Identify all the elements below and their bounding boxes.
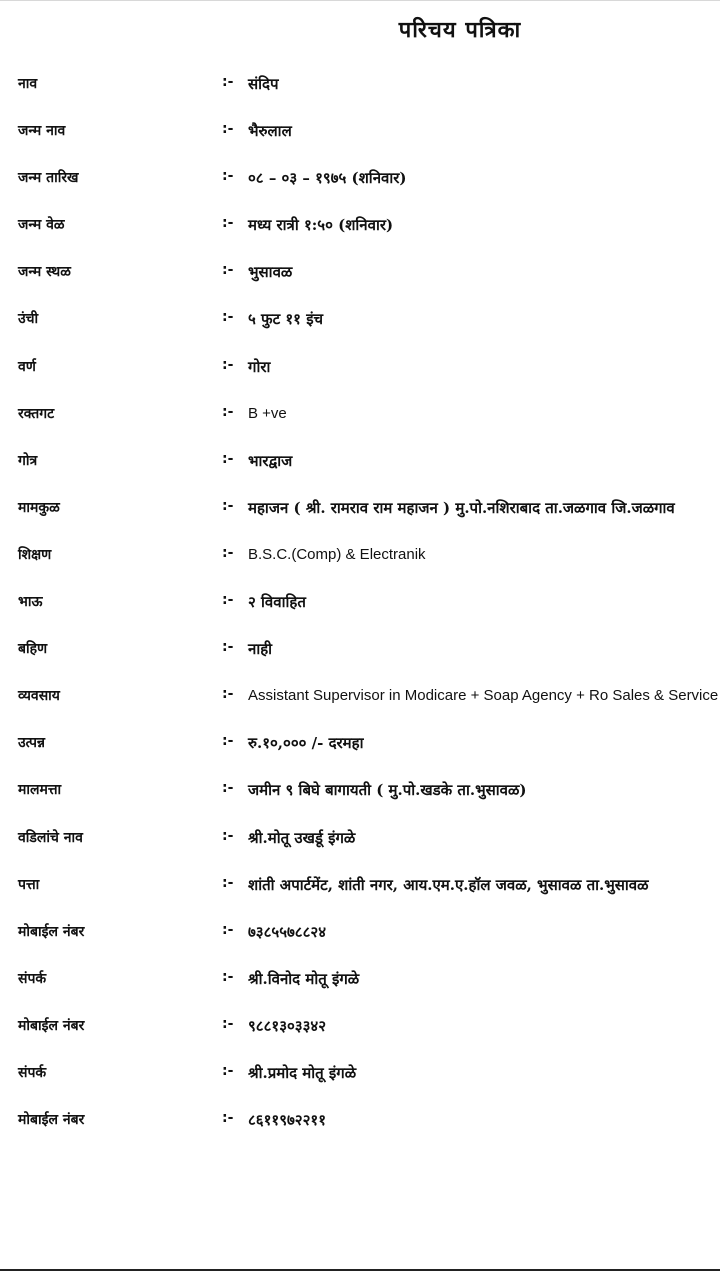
field-row-blood-group: [0, 392, 720, 439]
field-value: महाजन ( श्री. रामराव राम महाजन ) मु.पो.नशिराबाद ता.जळगाव जि.जळगाव: [248, 498, 675, 517]
field-row-maternal-family: [0, 486, 720, 533]
field-separator: :-: [222, 686, 234, 703]
field-label: उंची: [18, 311, 39, 328]
field-value: मध्य रात्री १:५० (शनिवार): [248, 216, 394, 235]
field-label: मामकुळ: [18, 499, 60, 516]
field-value: भुसावळ: [248, 263, 293, 282]
field-row-brothers: [0, 580, 720, 627]
field-value: नाही: [248, 640, 273, 659]
field-separator: :-: [222, 874, 234, 891]
field-label: जन्म स्थळ: [18, 264, 71, 281]
document-title: परिचय पत्रिका: [398, 17, 522, 43]
field-separator: :-: [222, 1062, 234, 1079]
field-value: ७३८५५७८८२४: [248, 922, 327, 941]
field-row-complexion: [0, 345, 720, 392]
field-value: गोरा: [248, 357, 271, 376]
field-row-birth-time: [0, 203, 720, 250]
field-separator: :-: [222, 403, 234, 420]
field-row-name: [0, 62, 720, 109]
field-separator: :-: [222, 450, 234, 467]
top-divider: [0, 0, 720, 1]
field-separator: :-: [222, 497, 234, 514]
field-value: शांती अपार्टमेंट, शांती नगर, आय.एम.ए.हॉल जवळ, भुसावळ ता.भुसावळ: [248, 875, 649, 894]
field-value: भैरुलाल: [248, 122, 292, 141]
field-row-father-name: [0, 816, 720, 863]
field-label: गोत्र: [18, 452, 38, 469]
field-label: जन्म वेळ: [18, 217, 65, 234]
field-separator: :-: [222, 827, 234, 844]
field-value: जमीन ९ बिघे बागायती ( मु.पो.खडके ता.भुसावळ): [248, 781, 527, 800]
field-label: बहिण: [18, 641, 48, 658]
field-separator: :-: [222, 544, 234, 561]
field-value: B.S.C.(Comp) & Electranik: [248, 545, 426, 563]
field-separator: :-: [222, 592, 234, 609]
field-separator: :-: [222, 356, 234, 373]
field-separator: :-: [222, 639, 234, 656]
field-row-address: [0, 863, 720, 910]
field-value: संदिप: [248, 75, 279, 93]
field-label: संपर्क: [18, 970, 47, 987]
field-label: मोबाईल नंबर: [18, 1112, 85, 1129]
field-row-mobile-3: [0, 1098, 720, 1145]
field-row-mobile-2: [0, 1004, 720, 1051]
field-value: श्री.मोतू उखर्डू इंगळे: [248, 828, 356, 847]
field-label: नाव: [18, 76, 38, 92]
field-label: भाऊ: [18, 594, 43, 611]
field-separator: :-: [222, 74, 234, 90]
field-label: उत्पन्न: [18, 735, 45, 752]
field-row-birth-place: [0, 250, 720, 297]
field-separator: :-: [222, 780, 234, 797]
field-value: श्री.प्रमोद मोतू इंगळे: [248, 1063, 357, 1082]
field-row-birth-date: [0, 156, 720, 203]
field-row-sisters: [0, 627, 720, 674]
field-row-gotra: [0, 439, 720, 486]
field-label: मालमत्ता: [18, 782, 62, 799]
field-separator: :-: [222, 1110, 234, 1127]
field-value: ८६११९७२२११: [248, 1111, 327, 1130]
bottom-divider: [0, 1269, 720, 1271]
field-separator: :-: [222, 733, 234, 750]
field-value: ०८ – ०३ – १९७५ (शनिवार): [248, 169, 407, 188]
field-row-contact-1: [0, 957, 720, 1004]
field-label: मोबाईल नंबर: [18, 1017, 85, 1034]
field-row-mobile-1: [0, 910, 720, 957]
field-separator: :-: [222, 215, 234, 232]
field-value: रु.१०,००० /- दरमहा: [248, 734, 364, 753]
field-value: भारद्वाज: [248, 451, 293, 470]
field-value: B +ve: [248, 404, 287, 422]
field-row-birth-name: [0, 109, 720, 156]
field-separator: :-: [222, 968, 234, 985]
field-label: जन्म नाव: [18, 123, 66, 140]
biodata-fields: [0, 62, 720, 1172]
field-row-income: [0, 721, 720, 768]
field-value: ९८८१३०३३४२: [248, 1016, 327, 1035]
field-label: रक्तगट: [18, 405, 55, 422]
field-separator: :-: [222, 168, 234, 185]
field-row-property: [0, 768, 720, 815]
field-label: जन्म तारिख: [18, 170, 79, 187]
field-label: वडिलांचे नाव: [18, 829, 83, 846]
field-separator: :-: [222, 262, 234, 279]
field-label: शिक्षण: [18, 546, 52, 563]
field-label: संपर्क: [18, 1064, 47, 1081]
field-separator: :-: [222, 121, 234, 138]
field-row-occupation: [0, 674, 720, 721]
field-value: Assistant Supervisor in Modicare + Soap Agency + Ro Sales & Service: [248, 687, 719, 705]
field-row-education: [0, 533, 720, 580]
field-label: वर्ण: [18, 358, 36, 375]
field-value: २ विवाहित: [248, 593, 306, 612]
field-value: ५ फुट ११ इंच: [248, 310, 324, 329]
field-separator: :-: [222, 309, 234, 326]
field-label: व्यवसाय: [18, 688, 60, 705]
field-label: पत्ता: [18, 876, 40, 893]
field-label: मोबाईल नंबर: [18, 923, 85, 940]
field-separator: :-: [222, 921, 234, 938]
field-row-height: [0, 297, 720, 344]
field-value: श्री.विनोद मोतू इंगळे: [248, 969, 360, 988]
field-row-contact-2: [0, 1051, 720, 1098]
field-separator: :-: [222, 1015, 234, 1032]
